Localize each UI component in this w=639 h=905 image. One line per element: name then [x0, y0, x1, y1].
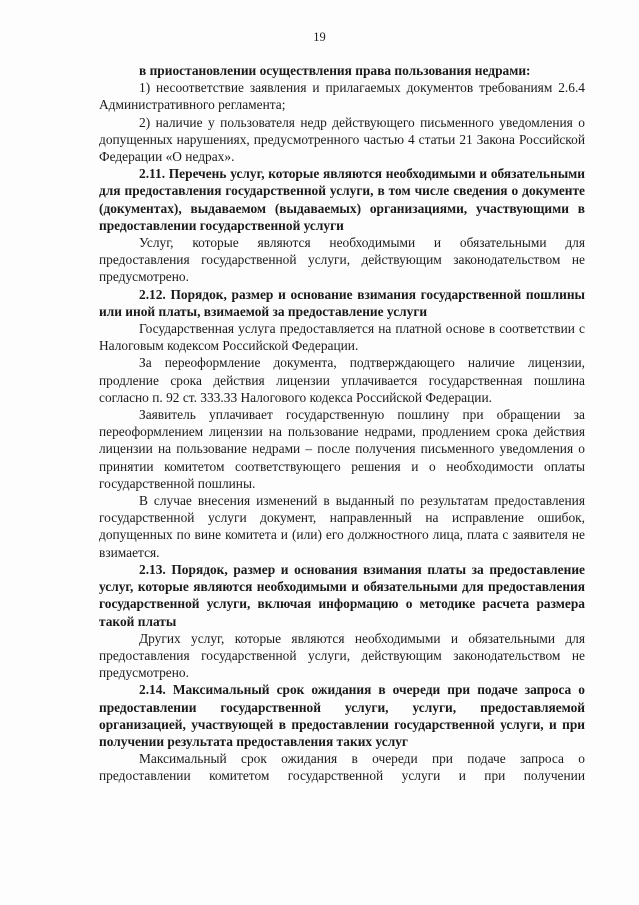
paragraph-2-14-body: Максимальный срок ожидания в очереди при подаче запроса о предоставлении комитетом государственной услуги и при получении — [99, 751, 585, 784]
paragraph-2-12-body-4: В случае внесения изменений в выданный по результатам предоставления государственной услуги документ, направленный на исправление ошибок, допущенных по вине комитета и (или) его должностного лица, плата с заявителя не взимается. — [99, 493, 585, 560]
paragraph-ground-1: 1) несоответствие заявления и прилагаемых документов требованиям 2.6.4 Административного регламента; — [99, 80, 585, 113]
document-body — [99, 62, 585, 785]
page-number: 19 — [313, 30, 326, 44]
paragraph-2-12-body-1: Государственная услуга предоставляется на платной основе в соответствии с Налоговым кодексом Российской Федерации. — [99, 321, 585, 354]
section-heading-2-12: 2.12. Порядок, размер и основание взимания государственной пошлины или иной платы, взимаемой за предоставление услуги — [99, 286, 585, 319]
paragraph-suspension-grounds-heading: в приостановлении осуществления права пользования недрами: — [139, 63, 531, 78]
paragraph-2-11-body: Услуг, которые являются необходимыми и обязательными для предоставления государственной услуги, действующим законодательством не предусмотрено. — [99, 235, 585, 285]
paragraph-2-12-body-3: Заявитель уплачивает государственную пошлину при обращении за переоформлением лицензии на пользование недрами, продлением срока действия лицензии на пользование недрами – после получения письменного уведомления о принятии комитетом соответствующего решения и о необходимости оплаты государственной пошлины. — [99, 407, 585, 491]
section-heading-2-13: 2.13. Порядок, размер и основания взимания платы за предоставление услуг, которые являются необходимыми и обязательными для предоставления государственной услуги, включая информацию о методике расчета размера такой платы — [99, 561, 585, 629]
paragraph-ground-2: 2) наличие у пользователя недр действующего письменного уведомления о допущенных нарушениях, предусмотренного частью 4 статьи 21 Закона Российской Федерации «О недрах». — [99, 114, 585, 165]
paragraph-2-13-body: Других услуг, которые являются необходимыми и обязательными для предоставления государственной услуги, действующим законодательством не предусмотрено. — [99, 630, 585, 681]
paragraph-2-12-body-2: За переоформление документа, подтверждающего наличие лицензии, продление срока действия лицензии уплачивается государственная пошлина согласно п. 92 ст. 333.33 Налогового кодекса Российской Федерации. — [99, 355, 585, 405]
section-heading-2-11: 2.11. Перечень услуг, которые являются необходимыми и обязательными для предоставления государственной услуги, в том числе сведения о документе (документах), выдаваемом (выдаваемых) организациями, участвующими в предоставлении государственной услуги — [99, 166, 585, 233]
section-heading-2-14: 2.14. Максимальный срок ожидания в очереди при подаче запроса о предоставлении государственной услуги, услуги, предоставляемой организацией, участвующей в предоставлении государственной услуги, и при получении результата предоставления таких услуг — [99, 682, 585, 749]
